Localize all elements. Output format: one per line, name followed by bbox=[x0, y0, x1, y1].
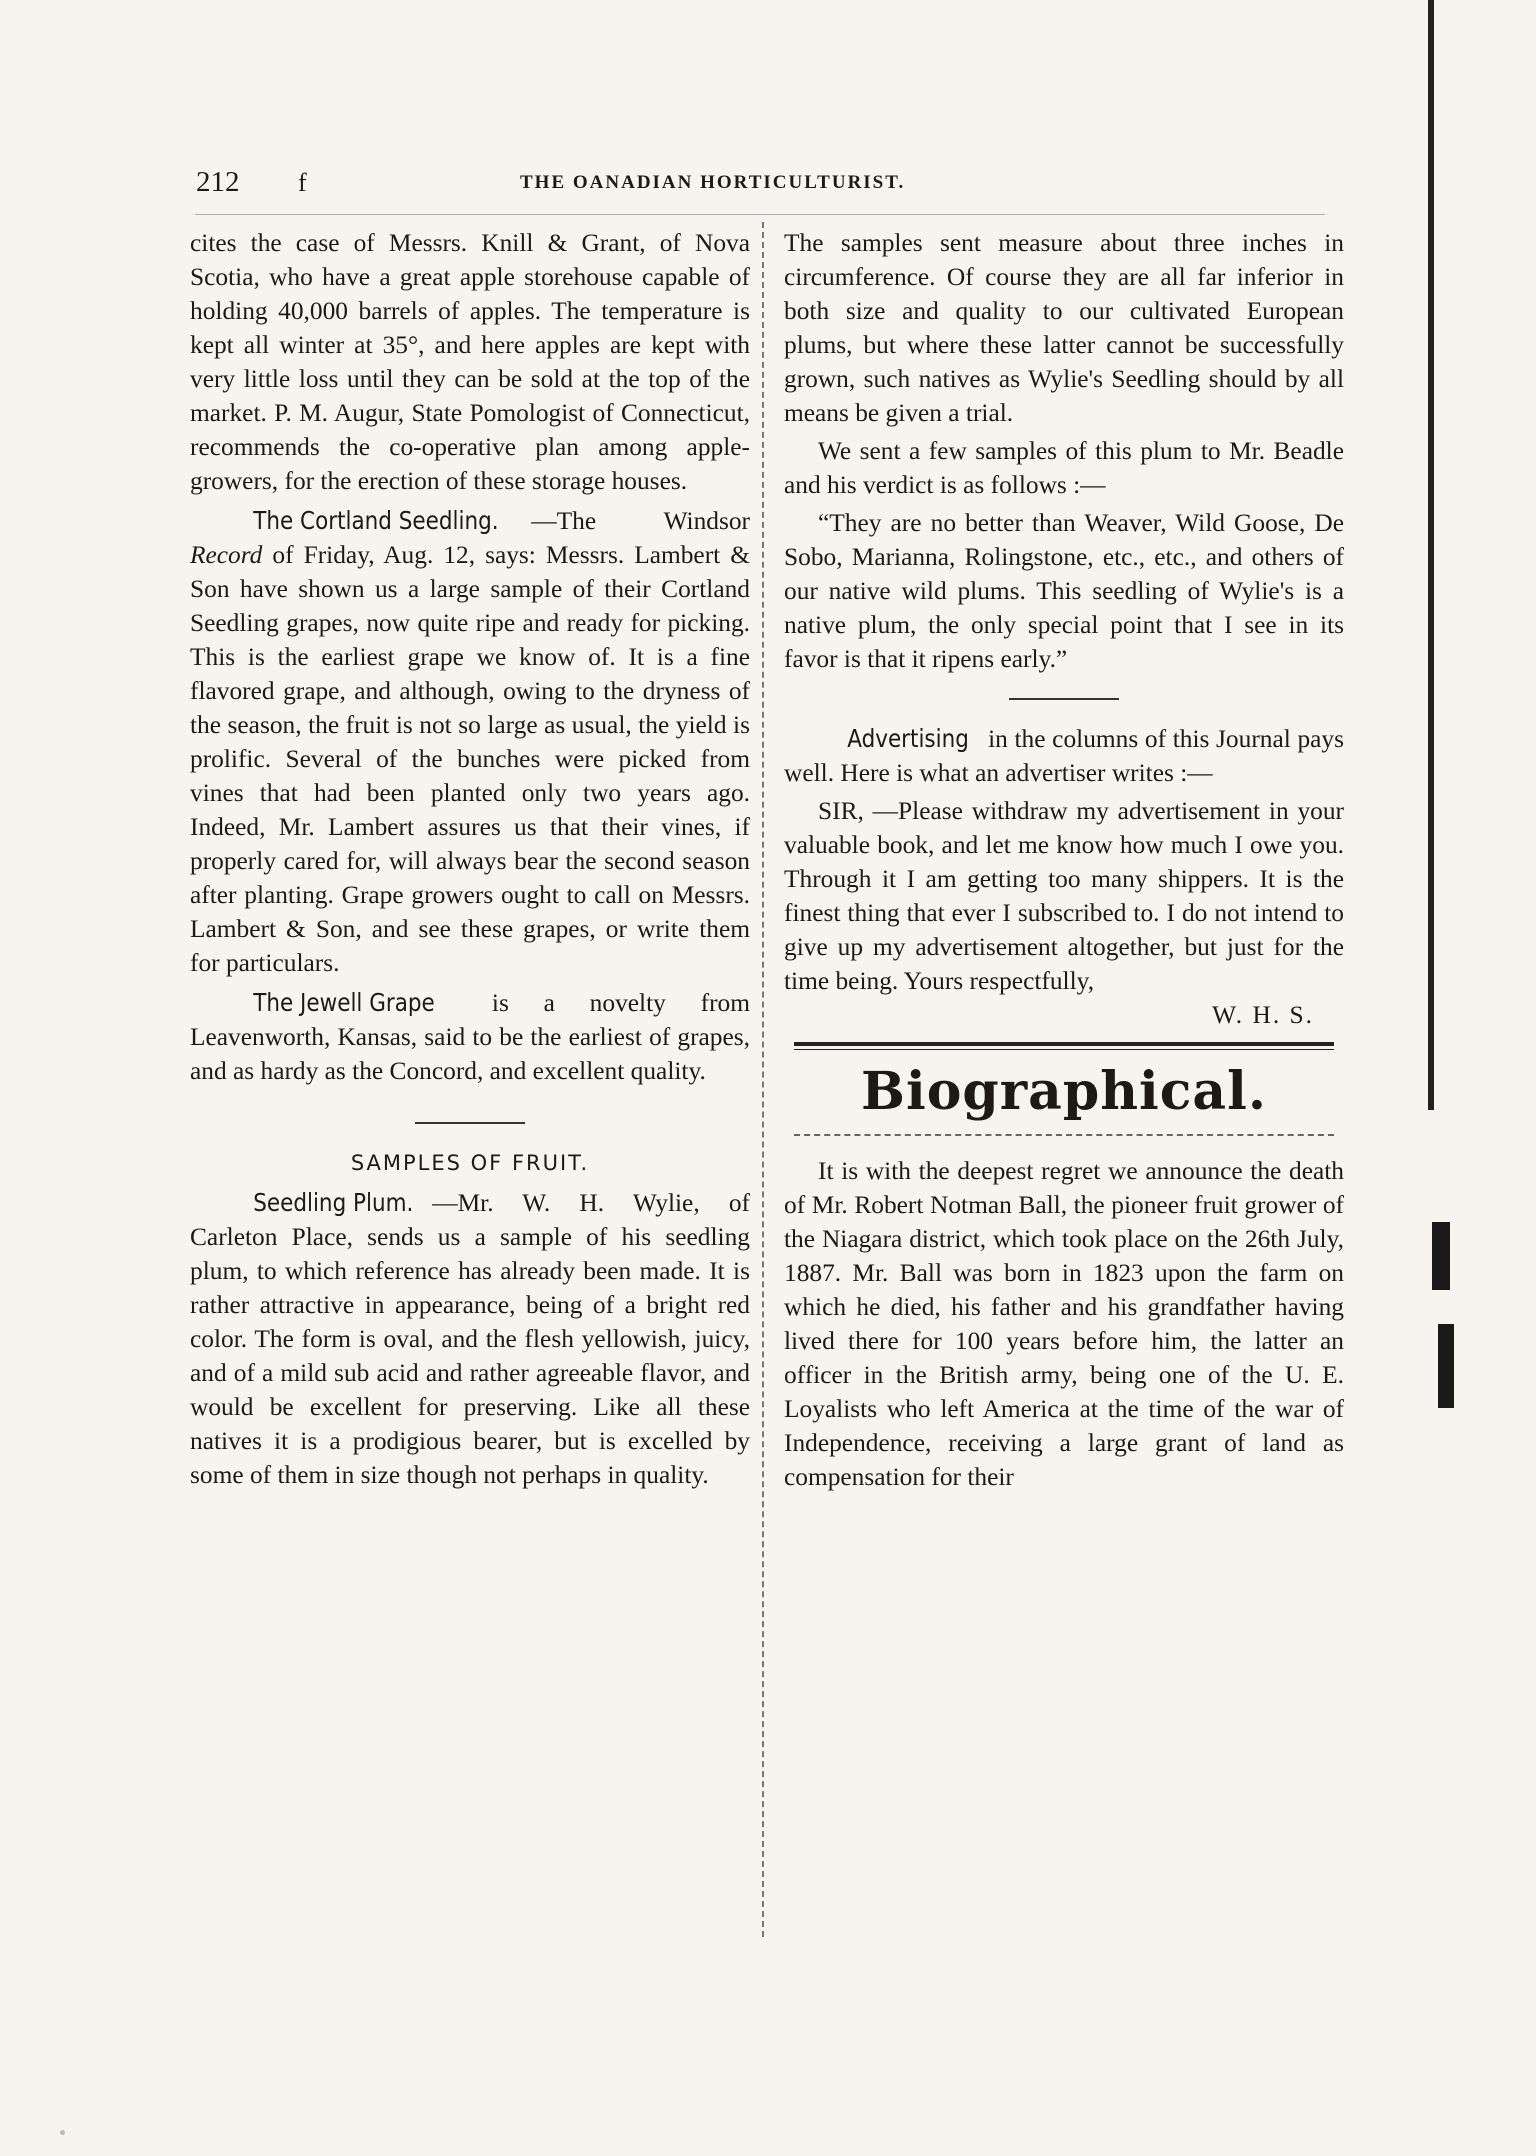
edge-mark-upper bbox=[1432, 1222, 1450, 1290]
edge-mark-lower bbox=[1438, 1324, 1454, 1408]
scan-speck bbox=[60, 2130, 65, 2135]
cortland-italic: Record bbox=[190, 541, 263, 569]
paragraph-letter: SIR, —Please withdraw my advertisement in your valuable book, and let me know how much I owe you. Through it I am getting too many shippers. It is the finest thing that ever I subscribed to. I do not intend to give up my advertisement altogether, but just for the time being. Yours respectfully, bbox=[784, 797, 1344, 995]
cortland-body: of Friday, Aug. 12, says: Messrs. Lambert & Son have shown us a large sample of their Cortland Seedling grapes, now quite ripe and ready for picking. This is the earliest grape we know of. It is a fine flavored grape, and although, owing to the dryness of the season, the fruit is not so large as usual, the yield is prolific. Several of the bunches were picked from vines that had been planted only two years ago. Indeed, Mr. Lambert assures us that their vines, if properly cared for, will always bear the second season after planting. Grape growers ought to call on Messrs. Lambert & Son, and see these grapes, or write them for particulars. bbox=[190, 541, 750, 977]
bio-dotted-rule bbox=[794, 1134, 1334, 1136]
plum-body: —Mr. W. H. Wylie, of Carleton Place, sends us a sample of his seedling plum, to which reference has already been made. It is rather attractive in appearance, being of a bright red color. The form is oval, and the flesh yellowish, juicy, and of a mild sub acid and rather agreeable flavor, and would be excellent for preserving. Like all these natives it is a prodigious bearer, but is excelled by some of them in size though not perhaps in quality. bbox=[190, 1189, 750, 1489]
biographical-heading: Biographical. bbox=[861, 1061, 1267, 1122]
samples-heading: SAMPLES OF FRUIT. bbox=[350, 1151, 590, 1175]
left-column bbox=[190, 226, 750, 1492]
lead-cortland: The Cortland Seedling. bbox=[253, 506, 499, 535]
paragraph-advertising bbox=[784, 722, 1344, 790]
cortland-pre: —The Windsor bbox=[531, 507, 750, 535]
page-header bbox=[190, 166, 1320, 206]
paragraph-cortland bbox=[190, 504, 750, 980]
bio-thick-rule bbox=[794, 1042, 1334, 1046]
paragraph-biography: It is with the deepest regret we announce the death of Mr. Robert Notman Ball, the pioneer fruit grower of the Niagara district, which took place on the 26th July, 1887. Mr. Ball was born in 1823 upon the farm on which he died, his father and his grandfather having lived there for 100 years before him, the latter an officer in the British army, being one of the U. E. Loyalists who left America at the time of the war of Independence, receiving a large grant of land as compensation for their bbox=[784, 1157, 1344, 1491]
lead-advertising: Advertising bbox=[847, 724, 969, 753]
running-title: THE OANADIAN HORTICULTURIST. bbox=[520, 172, 906, 193]
jewell-body: is a novelty from Leavenworth, Kansas, said to be the earliest of grapes, and as hardy as the Concord, and excellent quality. bbox=[190, 989, 750, 1085]
paragraph-beadle: We sent a few samples of this plum to Mr. Beadle and his verdict is as follows :— bbox=[784, 437, 1344, 499]
binding-edge-bar bbox=[1428, 0, 1434, 1110]
lead-plum: Seedling Plum. bbox=[253, 1188, 414, 1217]
column-divider bbox=[762, 222, 764, 1937]
paragraph-quote: “They are no better than Weaver, Wild Goose, De Sobo, Marianna, Rolingstone, etc., etc., and others of our native wild plums. This seedling of Wylie's is a native plum, the only special point that I see in its favor is that it ripens early.” bbox=[784, 509, 1344, 673]
signature: W. H. S. bbox=[1212, 1001, 1314, 1029]
bio-thin-rule bbox=[794, 1049, 1334, 1050]
paragraph-storehouse: cites the case of Messrs. Knill & Grant, of Nova Scotia, who have a great apple storehouse capable of holding 40,000 barrels of apples. The temperature is kept all winter at 35°, and here apples are kept with very little loss until they can be sold at the top of the market. P. M. Augur, State Pomologist of Connecticut, recommends the co-operative plan among apple-growers, for the erection of these storage houses. bbox=[190, 229, 750, 495]
section-rule bbox=[415, 1122, 525, 1124]
paragraph-samples: The samples sent measure about three inches in circumference. Of course they are all far inferior in both size and quality to our cultivated European plums, but where these latter cannot be successfully grown, such natives as Wylie's Seedling should by all means be given a trial. bbox=[784, 229, 1344, 427]
page-number: 212 bbox=[196, 166, 240, 198]
paragraph-jewell bbox=[190, 986, 750, 1088]
advert-body: in the columns of this Journal pays well. Here is what an advertiser writes :— bbox=[784, 725, 1344, 787]
header-rule bbox=[195, 214, 1325, 215]
right-column bbox=[784, 226, 1344, 1494]
header-mark: f bbox=[298, 168, 307, 197]
lead-jewell: The Jewell Grape bbox=[253, 988, 435, 1017]
paragraph-plum bbox=[190, 1186, 750, 1492]
quote-rule bbox=[1009, 698, 1119, 700]
